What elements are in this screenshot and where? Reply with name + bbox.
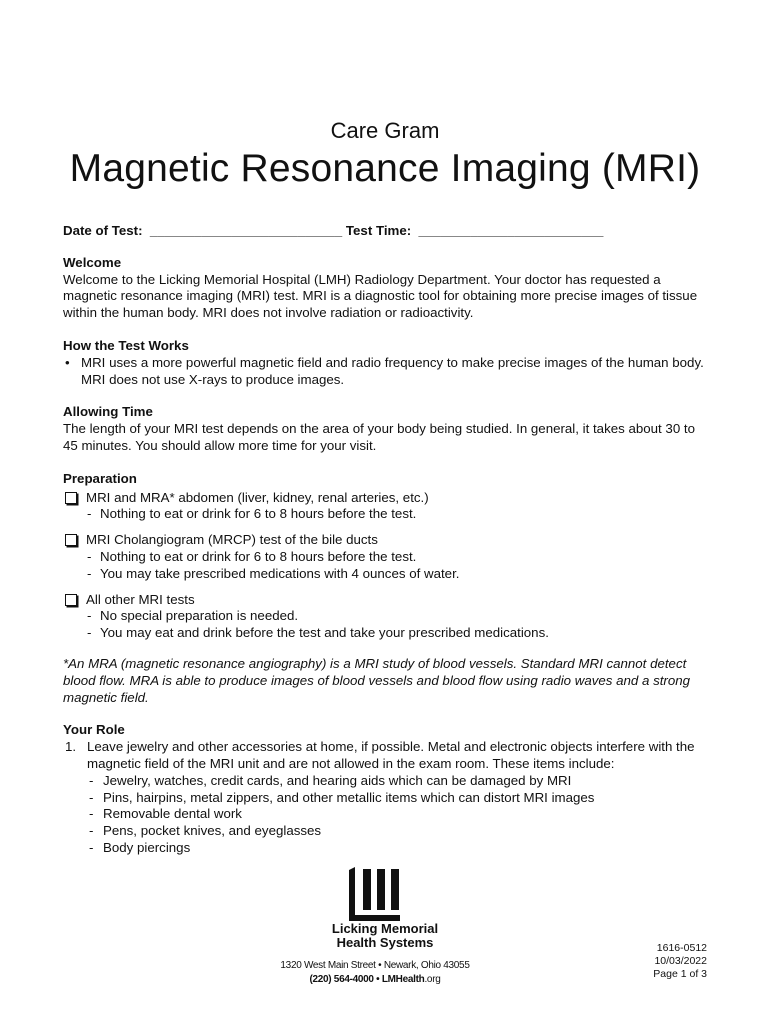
dash-icon: - [87, 608, 92, 624]
dash-icon: - [87, 506, 92, 522]
allowing-text: The length of your MRI test depends on the area of your body being studied. In general, it takes about 30 to 45 minutes. You should allow more time for your visit. [63, 421, 696, 453]
prep-sub-text: Nothing to eat or drink for 6 to 8 hours before the test. [100, 506, 417, 522]
website-suffix: .org [424, 974, 441, 985]
role-sub-item [63, 790, 708, 807]
prep-item-label: MRI and MRA* abdomen (liver, kidney, renal arteries, etc.) [86, 489, 429, 505]
doc-code-block [653, 942, 707, 981]
prep-sub-item [63, 549, 708, 566]
dash-icon: - [89, 806, 94, 822]
prep-sub-text: You may take prescribed medications with 4 ounces of water. [100, 565, 460, 581]
dash-icon: - [89, 772, 94, 788]
page-kicker: Care Gram [330, 118, 440, 143]
doc-code: 1616-0512 [656, 942, 707, 954]
phone-website [0, 973, 750, 987]
prep-item-other [63, 592, 708, 609]
role-item [63, 739, 708, 773]
prep-sub-text: You may eat and drink before the test and take your prescribed medications. [100, 625, 549, 641]
dash-icon: - [89, 789, 94, 805]
checkbox-icon[interactable] [65, 534, 77, 546]
prep-item-label: MRI Cholangiogram (MRCP) test of the bile ducts [86, 532, 378, 548]
address: 1320 West Main Street • Newark, Ohio 43055 [280, 960, 470, 971]
welcome-text: Welcome to the Licking Memorial Hospital (LMH) Radiology Department. Your doctor has requested a magnetic resonance imaging (MRI) test. MRI is a diagnostic tool for obtaining more precise images of tissue within the human body. MRI does not involve radiation or radioactivity. [63, 271, 698, 321]
mra-note: *An MRA (magnetic resonance angiography) is a MRI study of blood vessels. Standard MRI cannot detect blood flow. MRA is able to produce images of blood vessels and blood flow using radio waves and a strong magnetic field. [63, 655, 691, 705]
role-sub-item [63, 773, 708, 790]
role-sub-item [63, 840, 708, 857]
dash-icon: - [89, 823, 94, 839]
doc-date: 10/03/2022 [654, 955, 707, 967]
checkbox-icon[interactable] [65, 594, 77, 606]
dash-icon: - [87, 625, 92, 641]
prep-sub-text: No special preparation is needed. [100, 608, 299, 624]
dash-icon: - [87, 548, 92, 564]
role-section [63, 722, 708, 856]
role-sub-text: Pens, pocket knives, and eyeglasses [103, 823, 322, 839]
item-number: 1. [65, 739, 77, 755]
allowing-section [63, 404, 708, 454]
dash-icon: - [89, 839, 94, 855]
prep-sub-text: Nothing to eat or drink for 6 to 8 hours before the test. [100, 548, 417, 564]
prep-sub-item [63, 608, 708, 625]
role-sub-text: Removable dental work [103, 806, 242, 822]
document-body [63, 223, 708, 857]
org-line-1: Licking Memorial [331, 921, 439, 936]
phone: (220) 564-4000 [309, 974, 374, 985]
role-heading: Your Role [63, 722, 125, 738]
org-line-2: Health Systems [336, 935, 434, 950]
role-sub-text: Body piercings [103, 839, 191, 855]
preparation-section [63, 471, 708, 707]
role-item-text: Leave jewelry and other accessories at home, if possible. Metal and electronic objects interfere with the magnetic field of the MRI unit and are not allowed in the exam room. These items include: [87, 739, 695, 771]
prep-item-mrcp [63, 532, 708, 549]
page-title: Magnetic Resonance Imaging (MRI) [69, 147, 701, 190]
date-time-row: Date of Test: __________________________ Test Time: _________________________ [63, 223, 604, 238]
bullet-icon: • [65, 354, 70, 370]
checkbox-icon[interactable] [65, 492, 77, 504]
separator: • [376, 974, 380, 985]
lmh-logo-icon [346, 866, 404, 922]
how-heading: How the Test Works [63, 337, 189, 353]
dash-icon: - [87, 565, 92, 581]
how-bullet [63, 355, 708, 389]
how-section [63, 338, 708, 388]
welcome-section [63, 255, 708, 322]
welcome-heading: Welcome [63, 254, 122, 270]
website-bold: LMHealth [381, 974, 425, 985]
preparation-heading: Preparation [63, 470, 137, 486]
allowing-heading: Allowing Time [63, 404, 153, 420]
role-sub-item [63, 823, 708, 840]
how-bullet-text: MRI uses a more powerful magnetic field and radio frequency to make precise images of the human body. MRI does not use X-rays to produce images. [81, 354, 704, 387]
prep-item-label: All other MRI tests [86, 591, 195, 607]
role-sub-item [63, 806, 708, 823]
role-sub-text: Jewelry, watches, credit cards, and hearing aids which can be damaged by MRI [103, 772, 572, 788]
prep-sub-item [63, 506, 708, 523]
prep-item-abdomen [63, 490, 708, 507]
contact-info [0, 959, 750, 987]
role-sub-text: Pins, hairpins, metal zippers, and other metallic items which can distort MRI images [103, 789, 595, 805]
prep-sub-item [63, 625, 708, 642]
page-number: Page 1 of 3 [653, 968, 707, 980]
prep-sub-item [63, 566, 708, 583]
